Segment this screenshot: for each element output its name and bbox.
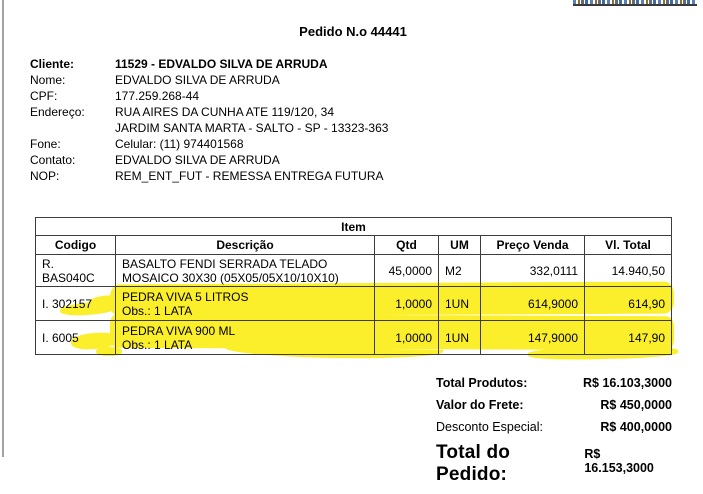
field-value: 177.259.268-44	[115, 89, 200, 103]
field-label: Cliente:	[30, 57, 75, 71]
descricao-line2: Obs.: 1 LATA	[122, 337, 193, 352]
descricao-line2: Obs.: 1 LATA	[122, 303, 193, 318]
cell-preco-venda: 614,9000	[481, 287, 585, 321]
cell-um: M2	[439, 255, 481, 287]
field-label: Endereço:	[30, 105, 85, 119]
cell-qtd: 1,0000	[375, 321, 439, 355]
field-value: REM_ENT_FUT - REMESSA ENTREGA FUTURA	[115, 169, 384, 183]
cell-preco-venda: 147,9000	[481, 321, 585, 355]
customer-row-endereco	[30, 104, 388, 120]
col-header-vl-total: Vl. Total	[585, 236, 672, 255]
customer-row-nop	[30, 168, 388, 184]
col-header-um: UM	[439, 236, 481, 255]
cell-qtd: 45,0000	[375, 255, 439, 287]
cell-preco-venda: 332,0111	[481, 255, 585, 287]
page-title: Pedido N.o 44441	[299, 24, 407, 39]
clipped-link-underline	[573, 4, 697, 6]
customer-row-contato	[30, 152, 388, 168]
field-value: RUA AIRES DA CUNHA ATE 119/120, 34	[115, 105, 334, 119]
cell-codigo: I. 302157	[36, 287, 116, 321]
field-value: EDVALDO SILVA DE ARRUDA	[115, 153, 280, 167]
field-label: Fone:	[30, 137, 61, 151]
total-pedido-row	[436, 442, 672, 486]
total-produtos-label: Total Produtos:	[436, 376, 528, 390]
table-row	[36, 287, 672, 321]
descricao-line1: BASALTO FENDI SERRADA TELADO	[122, 256, 328, 271]
cell-qtd: 1,0000	[375, 287, 439, 321]
descricao-line1: PEDRA VIVA 900 ML	[122, 323, 236, 338]
descricao-line2: MOSAICO 30X30 (05X05/05X10/10X10)	[122, 270, 339, 285]
desconto-especial-row	[436, 420, 672, 434]
items-table	[35, 217, 672, 355]
total-pedido-label: Total do Pedido:	[436, 442, 511, 485]
descricao-line1: PEDRA VIVA 5 LITROS	[122, 289, 249, 304]
field-value: JARDIM SANTA MARTA - SALTO - SP - 13323-363	[115, 121, 389, 135]
total-produtos-value: R$ 16.103,3000	[583, 376, 672, 390]
col-header-qtd: Qtd	[375, 236, 439, 255]
cell-descricao	[116, 287, 375, 321]
field-label: CPF:	[30, 89, 58, 103]
field-label: NOP:	[30, 169, 60, 183]
table-column-header-row	[36, 236, 672, 255]
col-header-codigo: Codigo	[36, 236, 116, 255]
window-left-edge	[2, 0, 4, 457]
field-value: Celular: (11) 974401568	[115, 137, 244, 151]
clipped-link-remnant[interactable]	[573, 0, 697, 6]
table-row	[36, 255, 672, 287]
cell-codigo: I. 6005	[36, 321, 116, 355]
customer-row-cpf	[30, 88, 388, 104]
field-value: EDVALDO SILVA DE ARRUDA	[115, 73, 280, 87]
valor-frete-row	[436, 398, 672, 412]
customer-row-nome	[30, 72, 388, 88]
cell-descricao	[116, 255, 375, 287]
table-row	[36, 321, 672, 355]
valor-frete-label: Valor do Frete:	[436, 398, 524, 412]
desconto-especial-value: R$ 400,0000	[600, 420, 672, 434]
cell-um: 1UN	[439, 287, 481, 321]
customer-row-cliente	[30, 56, 388, 72]
customer-row-fone	[30, 136, 388, 152]
col-header-descricao: Descrição	[116, 236, 375, 255]
field-value: 11529 - EDVALDO SILVA DE ARRUDA	[115, 57, 328, 71]
customer-info	[30, 56, 388, 184]
valor-frete-value: R$ 450,0000	[600, 398, 672, 412]
group-header-item: Item	[36, 218, 672, 236]
desconto-especial-label: Desconto Especial:	[436, 420, 544, 434]
cell-vl-total: 147,90	[585, 321, 672, 355]
table-group-header-row	[36, 218, 672, 236]
cell-descricao	[116, 321, 375, 355]
field-label	[30, 120, 115, 136]
field-label: Contato:	[30, 153, 76, 167]
total-pedido-value: R$ 16.153,3000	[584, 447, 654, 475]
cell-vl-total: 14.940,50	[585, 255, 672, 287]
cell-codigo: R. BAS040C	[36, 255, 116, 287]
col-header-preco-venda: Preço Venda	[481, 236, 585, 255]
customer-row-endereco-line2	[30, 120, 388, 136]
totals-block	[436, 376, 672, 494]
cell-um: 1UN	[439, 321, 481, 355]
cell-vl-total: 614,90	[585, 287, 672, 321]
total-produtos-row	[436, 376, 672, 390]
field-label: Nome:	[30, 73, 66, 87]
